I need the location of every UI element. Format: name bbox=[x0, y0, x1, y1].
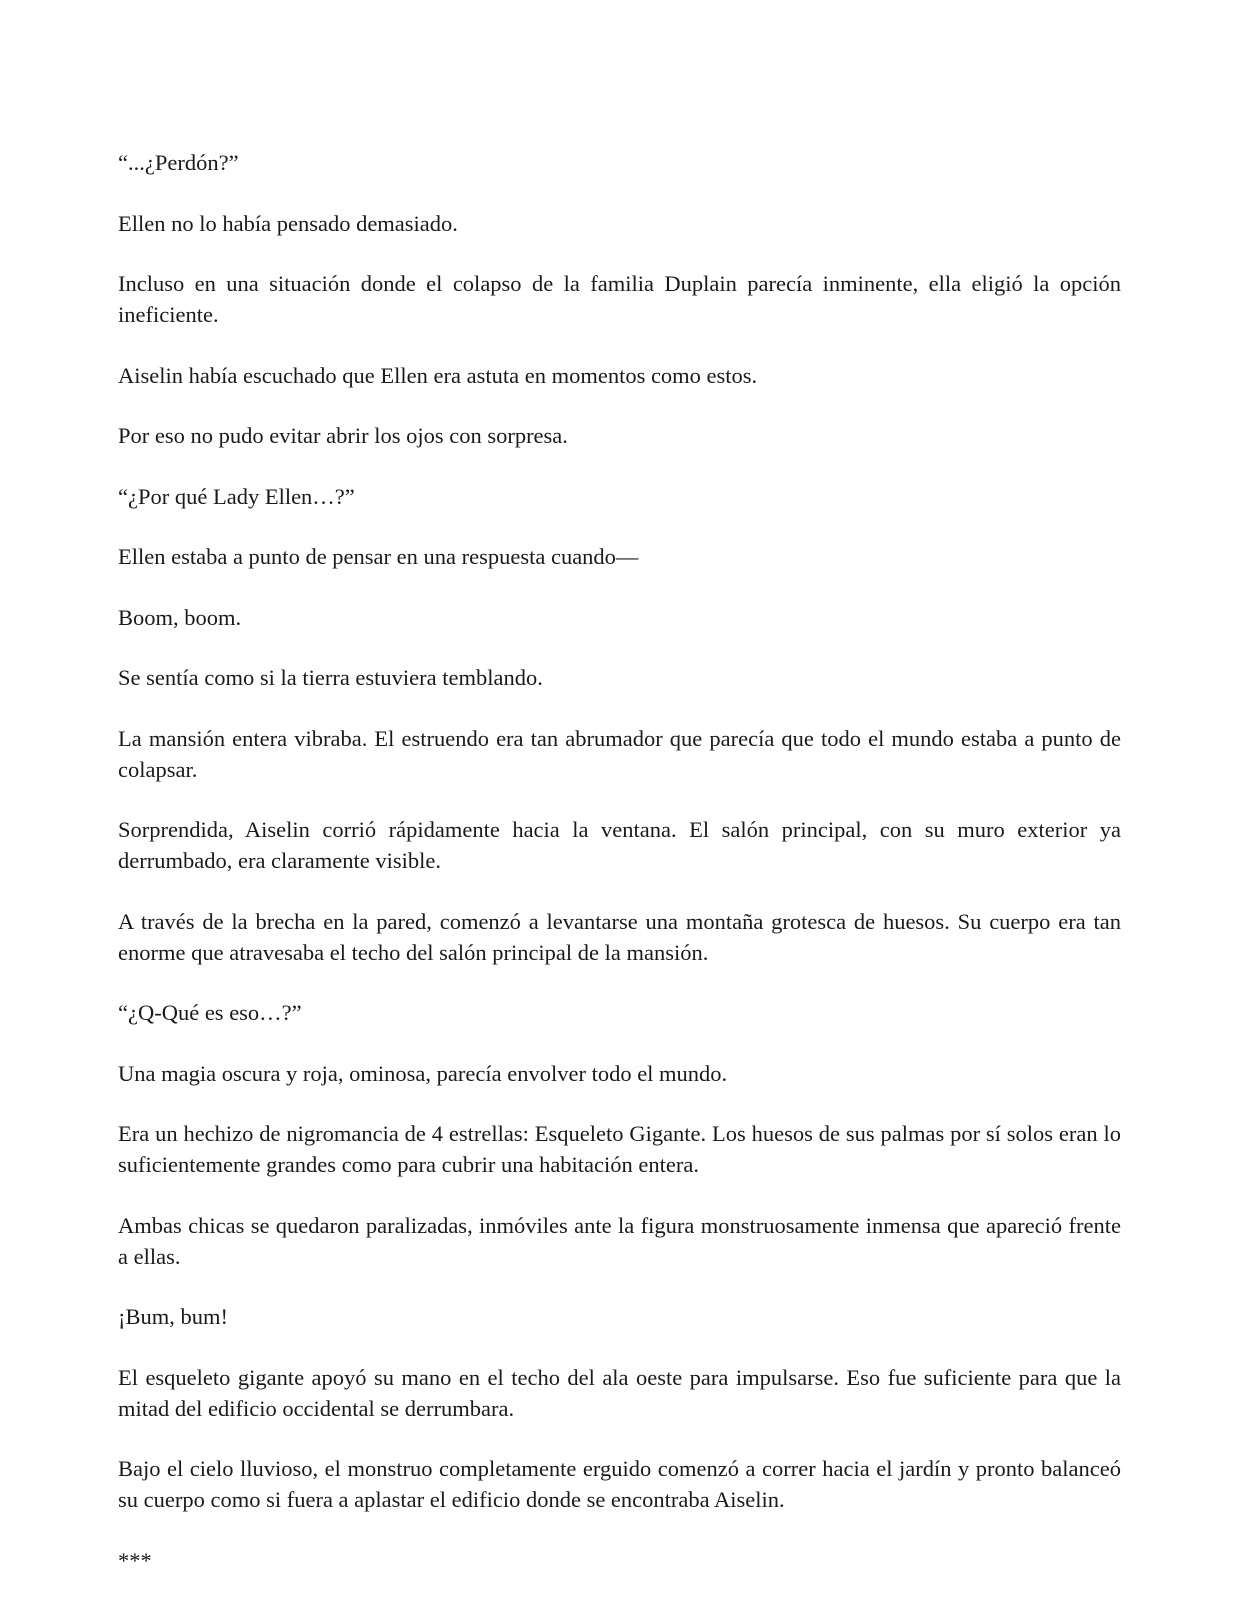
scene-break: *** bbox=[118, 1547, 152, 1573]
paragraph: Por eso no pudo evitar abrir los ojos con sorpresa. bbox=[118, 423, 568, 448]
paragraph: A través de la brecha en la pared, comenzó a levantarse una montaña grotesca de huesos. Su cuerpo era tan enorme que atravesaba el techo del salón principal de la mansión. bbox=[118, 908, 1121, 965]
paragraph: Incluso en una situación donde el colapso de la familia Duplain parecía inminente, ella eligió la opción ineficiente. bbox=[118, 271, 1121, 327]
paragraph: Se sentía como si la tierra estuviera temblando. bbox=[118, 665, 543, 690]
paragraph: Bajo el cielo lluvioso, el monstruo completamente erguido comenzó a correr hacia el jardín y pronto balanceó su cuerpo como si fuera a aplastar el edificio donde se encontraba Aiselin. bbox=[118, 1456, 1121, 1512]
paragraph: Boom, boom. bbox=[118, 604, 242, 630]
paragraph: “...¿Perdón?” bbox=[118, 150, 239, 175]
paragraph: Ellen no lo había pensado demasiado. bbox=[118, 210, 458, 236]
paragraph: La mansión entera vibraba. El estruendo era tan abrumador que parecía que todo el mundo estaba a punto de colapsar. bbox=[118, 725, 1121, 782]
paragraph: Aiselin había escuchado que Ellen era astuta en momentos como estos. bbox=[118, 362, 758, 388]
paragraph: Ellen estaba a punto de pensar en una respuesta cuando— bbox=[118, 544, 639, 569]
paragraph: Sorprendida, Aiselin corrió rápidamente hacia la ventana. El salón principal, con su muro exterior ya derrumbado, era claramente visible. bbox=[118, 817, 1121, 873]
paragraph: “¿Por qué Lady Ellen…?” bbox=[118, 483, 355, 509]
document-body bbox=[118, 147, 1121, 1576]
paragraph: ¡Bum, bum! bbox=[118, 1304, 228, 1329]
paragraph: Era un hechizo de nigromancia de 4 estrellas: Esqueleto Gigante. Los huesos de sus palmas por sí solos eran lo suficientemente grandes como para cubrir una habitación entera. bbox=[118, 1121, 1121, 1177]
paragraph: El esqueleto gigante apoyó su mano en el techo del ala oeste para impulsarse. Eso fue suficiente para que la mitad del edificio occidental se derrumbara. bbox=[118, 1364, 1121, 1421]
paragraph: Una magia oscura y roja, ominosa, parecía envolver todo el mundo. bbox=[118, 1060, 728, 1086]
paragraph: Ambas chicas se quedaron paralizadas, inmóviles ante la figura monstruosamente inmensa que apareció frente a ellas. bbox=[118, 1212, 1121, 1269]
paragraph: “¿Q-Qué es eso…?” bbox=[118, 1000, 302, 1025]
